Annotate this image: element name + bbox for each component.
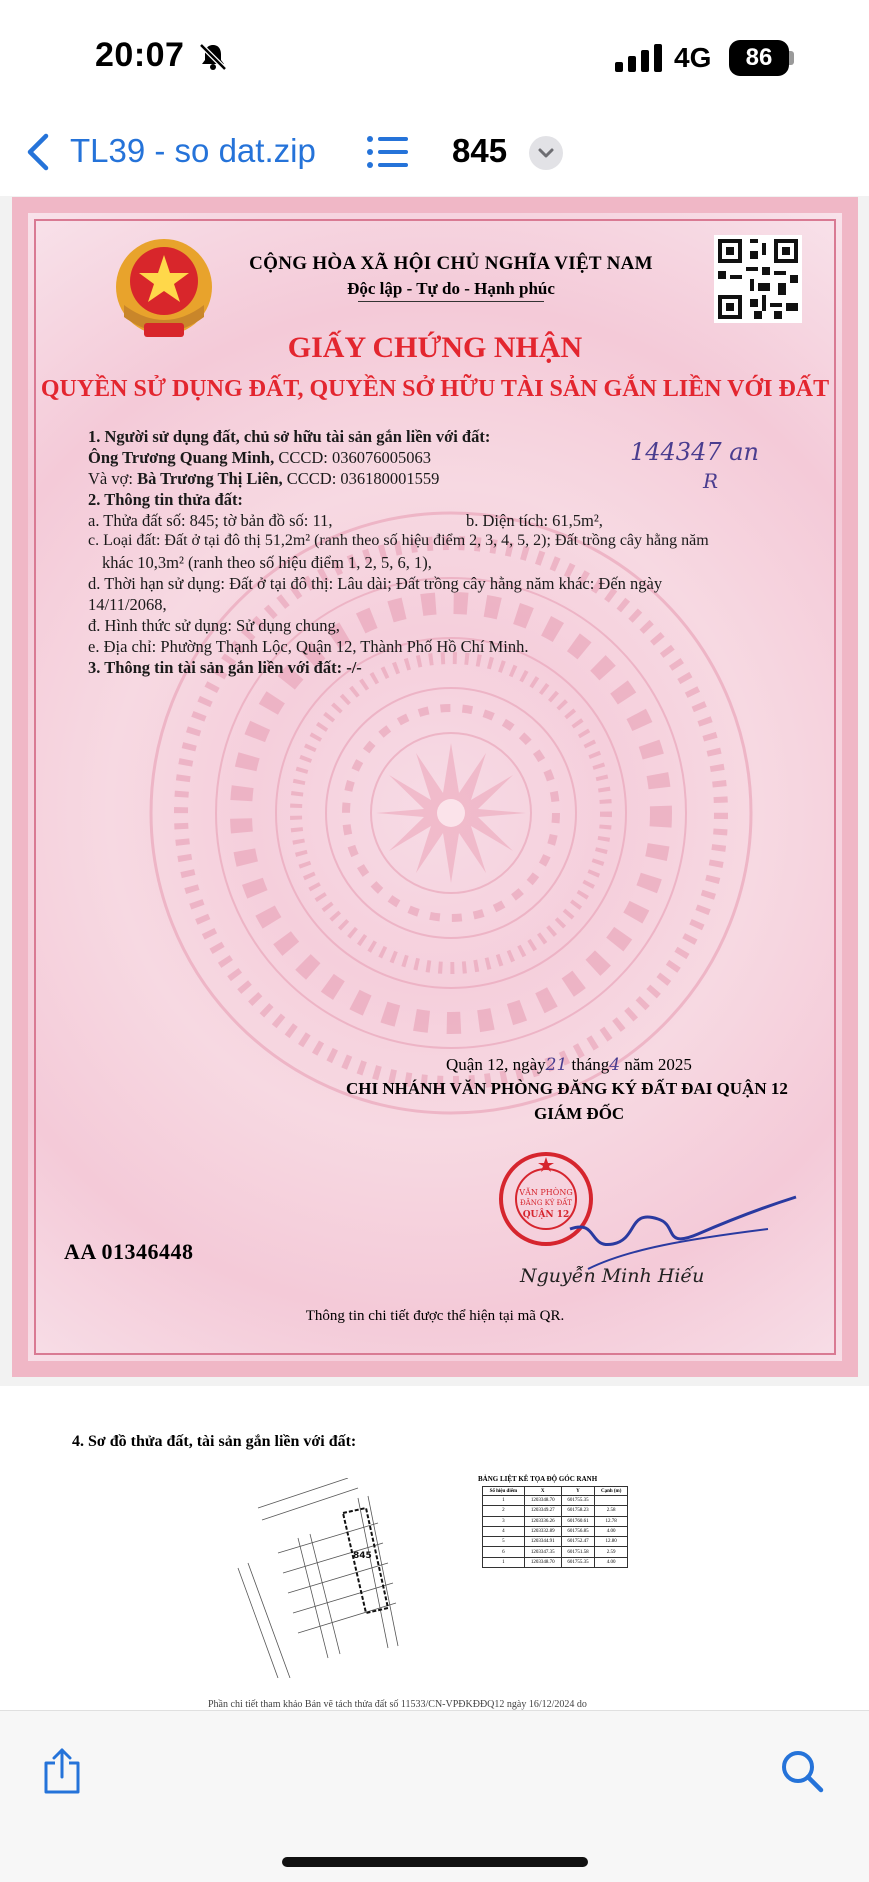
coordinate-table-title: BẢNG LIỆT KÊ TỌA ĐỘ GÓC RANH: [478, 1475, 598, 1483]
battery-icon: 86: [729, 40, 789, 76]
certificate-title: GIẤY CHỨNG NHẬN: [287, 331, 583, 364]
chevron-down-icon: [529, 136, 563, 170]
table-row: [483, 1496, 628, 1506]
section3-heading: 3. Thông tin tài sản gắn liền với đất: -/-: [88, 658, 362, 677]
bottom-toolbar: [0, 1710, 869, 1882]
search-icon[interactable]: [780, 1749, 824, 1793]
motto-underline: [358, 301, 544, 302]
diagram-footnote: Phần chi tiết tham khảo Bản vẽ tách thửa đất số 11533/CN-VPĐKĐĐQ12 ngày 16/12/2024 do: [208, 1699, 587, 1710]
table-cell: 601758.23: [561, 1506, 595, 1516]
bell-slash-icon: [198, 42, 228, 72]
motto-heading: Độc lập - Tự do - Hạnh phúc: [347, 279, 555, 298]
parcel-map: [218, 1478, 488, 1678]
land-diagram-page: [8, 1393, 861, 1710]
land-type-line-1: c. Loại đất: Đất ở tại đô thị 51,2m² (ranh theo số hiệu điểm 2, 3, 4, 5, 2); Đất trồng cây hằng năm: [88, 532, 709, 549]
date-year: năm 2025: [620, 1055, 692, 1074]
battery-cap: [789, 51, 794, 65]
table-cell: 1203332.89: [524, 1526, 561, 1536]
term-line-1: d. Thời hạn sử dụng: Đất ở tại đô thị: Lâu dài; Đất trồng cây hằng năm khác: Đến ngày: [88, 574, 663, 593]
table-header: X: [524, 1487, 561, 1496]
owner-line: [88, 448, 431, 468]
table-header: Y: [561, 1487, 595, 1496]
date-month-label: tháng: [567, 1055, 610, 1074]
handwritten-initial: R: [703, 469, 719, 493]
table-row: [483, 1557, 628, 1567]
table-cell: 1: [483, 1557, 525, 1567]
chevron-left-icon[interactable]: [22, 132, 52, 172]
list-icon[interactable]: [366, 134, 410, 170]
parcel-number-line: a. Thửa đất số: 845; tờ bản đồ số: 11,: [88, 511, 333, 530]
table-cell: 1203348.70: [524, 1557, 561, 1567]
area-line: b. Diện tích: 61,5m²,: [466, 511, 603, 530]
table-header: Cạnh (m): [595, 1487, 628, 1496]
usage-form-line: đ. Hình thức sử dụng: Sử dụng chung,: [88, 616, 340, 635]
table-cell: 4.00: [595, 1557, 628, 1567]
date-day: 21: [545, 1055, 568, 1075]
table-cell: 6: [483, 1547, 525, 1557]
table-cell: 1203336.26: [524, 1516, 561, 1526]
land-type-line-2: khác 10,3m² (ranh theo số hiệu điểm 1, 2, 5, 6, 1),: [102, 553, 432, 572]
table-row: [483, 1516, 628, 1526]
table-cell: 12.78: [595, 1516, 628, 1526]
date-month: 4: [609, 1055, 621, 1075]
back-button[interactable]: TL39 - so dat.zip: [70, 132, 316, 169]
signer-name: Nguyễn Minh Hiếu: [520, 1265, 705, 1287]
owner-name: Ông Trương Quang Minh,: [88, 448, 275, 467]
table-row: [483, 1506, 628, 1516]
land-certificate-page: [12, 197, 858, 1377]
parcel-label: 845: [353, 1551, 372, 1561]
table-cell: 1203344.91: [524, 1537, 561, 1547]
table-cell: 3: [483, 1516, 525, 1526]
diagram-heading: 4. Sơ đồ thửa đất, tài sản gắn liền với đất:: [72, 1433, 357, 1450]
page-title: 845: [452, 132, 508, 169]
issue-date: [446, 1055, 692, 1075]
home-indicator[interactable]: [282, 1857, 588, 1867]
table-cell: 5: [483, 1537, 525, 1547]
term-line-2: 14/11/2068,: [88, 595, 167, 614]
table-cell: 1203349.27: [524, 1506, 561, 1516]
svg-text:QUẬN 12: QUẬN 12: [522, 1210, 570, 1220]
section1-heading: 1. Người sử dụng đất, chủ sở hữu tài sản gắn liền với đất:: [88, 427, 491, 446]
director-title: GIÁM ĐỐC: [534, 1104, 625, 1123]
table-cell: 601755.35: [561, 1557, 595, 1567]
signal-bars-icon: [615, 44, 663, 72]
share-icon[interactable]: [42, 1747, 82, 1795]
table-cell: 12.80: [595, 1537, 628, 1547]
owner-id: CCCD: 036076005063: [274, 448, 432, 467]
qr-note: Thông tin chi tiết được thể hiện tại mã QR.: [305, 1308, 565, 1324]
qr-code: [714, 235, 802, 323]
svg-text:ĐĂNG KÝ ĐẤT: ĐĂNG KÝ ĐẤT: [520, 1199, 572, 1207]
bronze-drum-watermark: [141, 503, 761, 1123]
navigation-bar: [0, 112, 869, 196]
page-dropdown-button[interactable]: [529, 136, 563, 170]
table-cell: 2.59: [595, 1547, 628, 1557]
status-bar: [0, 0, 869, 110]
table-cell: 601755.35: [561, 1496, 595, 1506]
spouse-prefix: Và vợ:: [88, 469, 138, 488]
handwritten-note: 144347 an: [630, 438, 760, 466]
date-prefix: Quận 12, ngày: [446, 1055, 546, 1074]
table-header: Số hiệu điểm: [483, 1487, 525, 1496]
certificate-subtitle: QUYỀN SỬ DỤNG ĐẤT, QUYỀN SỞ HỮU TÀI SẢN GẮN LIỀN VỚI ĐẤT: [40, 376, 830, 402]
coordinate-table: [482, 1486, 628, 1568]
status-time: 20:07: [95, 36, 185, 74]
table-cell: 601751.58: [561, 1547, 595, 1557]
table-cell: 1203347.35: [524, 1547, 561, 1557]
table-cell: 601756.85: [561, 1526, 595, 1536]
section2-heading: 2. Thông tin thửa đất:: [88, 490, 243, 509]
table-row: [483, 1526, 628, 1536]
table-cell: 1203348.70: [524, 1496, 561, 1506]
spouse-line: [88, 469, 439, 489]
table-row: [483, 1537, 628, 1547]
network-type: 4G: [674, 42, 712, 73]
spouse-name: Bà Trương Thị Liên,: [137, 469, 283, 488]
table-row: [483, 1547, 628, 1557]
table-cell: [595, 1496, 628, 1506]
issuing-office: CHI NHÁNH VĂN PHÒNG ĐĂNG KÝ ĐẤT ĐAI QUẬN 12: [346, 1079, 788, 1098]
table-cell: 2.58: [595, 1506, 628, 1516]
country-heading: CỘNG HÒA XÃ HỘI CHỦ NGHĨA VIỆT NAM: [249, 253, 653, 274]
table-cell: 4: [483, 1526, 525, 1536]
spouse-id: CCCD: 036180001559: [282, 469, 440, 488]
table-cell: 1: [483, 1496, 525, 1506]
table-cell: 601752.47: [561, 1537, 595, 1547]
address-line: e. Địa chỉ: Phường Thạnh Lộc, Quận 12, Thành Phố Hồ Chí Minh.: [88, 637, 529, 656]
table-cell: 2: [483, 1506, 525, 1516]
table-cell: 4.00: [595, 1526, 628, 1536]
serial-number: AA 01346448: [64, 1239, 194, 1264]
table-cell: 601760.61: [561, 1516, 595, 1526]
svg-text:VĂN PHÒNG: VĂN PHÒNG: [519, 1188, 573, 1197]
